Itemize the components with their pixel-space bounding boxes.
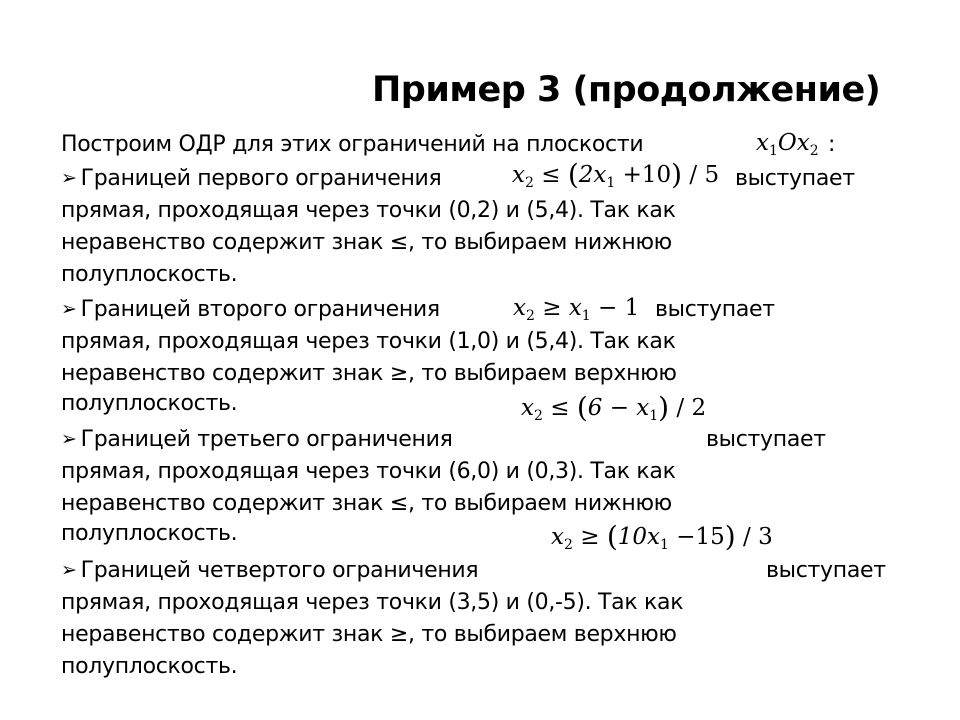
item-1-line-3: полуплоскость. (61, 262, 238, 287)
item-3-line-1: прямая, проходящая через точки (6,0) и (0,3). Так как (61, 459, 676, 484)
formula-4: $x_2 \ge (10x_1 -15) / 3$ (551, 520, 773, 553)
item-4-head (61, 556, 478, 586)
bullet-arrow-icon: ➢ (61, 559, 77, 581)
intro-text: Построим ОДР для этих ограничений на плоскости (61, 132, 644, 157)
item-1-verb: выступает (735, 166, 855, 191)
intro-line (61, 130, 643, 160)
item-2-head (61, 295, 440, 325)
slide-title: Пример 3 (продолжение) (372, 70, 881, 110)
intro-colon: : (828, 132, 836, 157)
bullet-arrow-icon: ➢ (61, 167, 77, 189)
formula-2: $x_2 \ge x_1 - 1$ (513, 295, 640, 324)
item-3-line-3: полуплоскость. (61, 521, 238, 546)
item-1-line-1: прямая, проходящая через точки (0,2) и (5,4). Так как (61, 198, 676, 223)
item-4-lead: Границей четвертого ограничения (80, 558, 479, 583)
item-2-line-1: прямая, проходящая через точки (1,0) и (5,4). Так как (61, 329, 676, 354)
item-3-head (61, 425, 453, 455)
item-4-line-1: прямая, проходящая через точки (3,5) и (0,-5). Так как (61, 590, 684, 615)
item-3-line-2: неравенство содержит знак ≤, то выбираем нижнюю (61, 491, 672, 516)
bullet-arrow-icon: ➢ (61, 298, 77, 320)
plane-formula: $x_1Ox_2$ (756, 130, 819, 159)
item-2-line-2: неравенство содержит знак ≥, то выбираем верхнюю (61, 361, 677, 386)
item-3-verb: выступает (706, 427, 826, 452)
formula-1: $x_2 \le (2x_1 +10) / 5$ (512, 158, 720, 191)
item-4-verb: выступает (766, 558, 886, 583)
bullet-arrow-icon: ➢ (61, 428, 77, 450)
item-2-lead: Границей второго ограничения (80, 297, 440, 322)
item-4-line-2: неравенство содержит знак ≥, то выбираем верхнюю (61, 622, 677, 647)
formula-3: $x_2 \le (6 - x_1) / 2$ (521, 391, 707, 424)
item-1-lead: Границей первого ограничения (80, 166, 442, 191)
item-1-line-2: неравенство содержит знак ≤, то выбираем нижнюю (61, 230, 672, 255)
item-3-lead: Границей третьего ограничения (80, 427, 453, 452)
item-2-line-3: полуплоскость. (61, 391, 238, 416)
item-4-line-3: полуплоскость. (61, 654, 238, 679)
item-2-verb: выступает (655, 297, 775, 322)
item-1-head (61, 164, 442, 194)
